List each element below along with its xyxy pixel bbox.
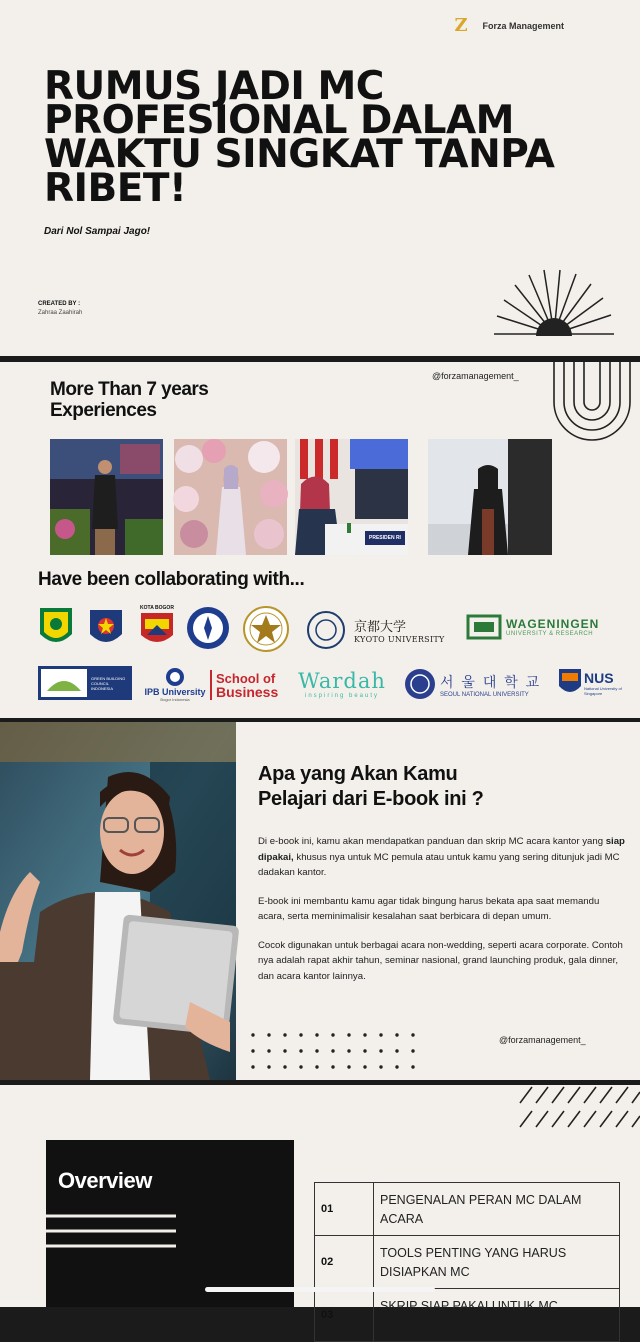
toc-row[interactable] xyxy=(315,1236,619,1289)
ipb-sub: Bogor Indonesia xyxy=(160,696,190,702)
kyoto-seal-icon xyxy=(306,610,346,650)
partner-logos-row-1 xyxy=(38,604,618,652)
kyoto-university-logo xyxy=(354,612,464,648)
nus-crest-icon xyxy=(558,668,582,698)
instagram-handle[interactable]: @forzamanagement_ xyxy=(432,371,519,381)
kota-bogor-label: KOTA BOGOR xyxy=(140,605,174,611)
sunburst-icon xyxy=(492,270,616,336)
partner-logos-row-2 xyxy=(38,664,628,704)
photo-flowers xyxy=(174,439,287,555)
nus-sub: National University of Singapore xyxy=(584,686,622,696)
photo-caption: PRESIDEN RI xyxy=(369,535,401,541)
arch-lines-icon xyxy=(550,362,640,442)
collaboration-heading: Have been collaborating with... xyxy=(38,569,305,590)
brand-name: Forza Management xyxy=(482,21,564,31)
wardah-logo xyxy=(290,664,394,704)
kabupaten-bogor-logo-icon xyxy=(38,606,74,650)
divider xyxy=(210,670,212,700)
kyoto-kanji: 京都大学 xyxy=(354,620,407,635)
paragraph-1 xyxy=(258,834,628,881)
toc-number: 03 xyxy=(315,1289,374,1341)
snu-name: 서 울 대 학 교 xyxy=(440,674,542,690)
wardah-sub: inspiring beauty xyxy=(304,693,380,699)
ipb-name: IPB University xyxy=(144,686,206,697)
toc-number: 02 xyxy=(315,1236,374,1288)
overview-slide xyxy=(0,1085,640,1321)
toc-row[interactable] xyxy=(315,1183,619,1236)
toc-row[interactable] xyxy=(315,1289,619,1342)
creator-name: Zahraa Zaahirah xyxy=(38,310,83,316)
wageningen-sub: UNIVERSITY & RESEARCH xyxy=(506,631,594,637)
wageningen-logo-icon xyxy=(466,612,502,642)
paragraph-1-text: Di e-book ini, kamu akan mendapatkan panduan dan skrip MC acara kantor yang xyxy=(258,836,606,847)
toc-number: 01 xyxy=(315,1183,374,1235)
brand xyxy=(454,16,564,36)
toc-title: PENGENALAN PERAN MC DALAM ACARA xyxy=(380,1193,582,1226)
snu-logo xyxy=(440,668,550,702)
paragraph-1-bold: siap dipakai, xyxy=(258,836,625,863)
kota-bogor-logo xyxy=(138,604,176,650)
diagonal-hatch-icon xyxy=(516,1085,640,1131)
created-by-label: CREATED BY : xyxy=(38,301,81,307)
gbc-logo xyxy=(38,666,132,700)
kyoto-en: KYOTO UNIVERSITY xyxy=(354,635,445,644)
snu-sub: SEOUL NATIONAL UNIVERSITY xyxy=(440,692,529,698)
experience-heading: More Than 7 years Experiences xyxy=(50,379,209,421)
presenter-photo xyxy=(0,722,236,1080)
section-body xyxy=(258,834,628,997)
photo-presiden-ri xyxy=(295,439,408,555)
gbc-label: GREEN BUILDING COUNCIL INDONESIA xyxy=(91,675,126,691)
ebook-subtitle: Dari Nol Sampai Jago! xyxy=(44,226,151,237)
forza-logo-icon: Z xyxy=(454,15,468,36)
gold-star-seal-icon xyxy=(243,606,289,652)
toc-title: TOOLS PENTING YANG HARUS DISIAPKAN MC xyxy=(380,1246,567,1279)
paragraph-1-text-end: khusus nya untuk MC pemula atau untuk kamu yang sering ditunjuk jadi MC dadakan kantor. xyxy=(258,851,620,878)
ebook-content-slide xyxy=(0,722,640,1080)
toc-title: SKRIP SIAP PAKAI UNTUK MC xyxy=(380,1299,558,1313)
sob-line-1: School of xyxy=(216,670,276,686)
paragraph-3: Cocok digunakan untuk berbagai acara non-wedding, seperti acara corporate. Contoh nya adalah rapat akhir tahun, seminar nasional, grand launching produk, gala dinner, dan acara kantor lainnya. xyxy=(258,939,623,982)
ebook-title: RUMUS JADI MC PROFESIONAL DALAM WAKTU SINGKAT TANPA RIBET! xyxy=(44,64,555,211)
wageningen-logo xyxy=(506,612,618,642)
snu-seal-icon xyxy=(404,668,436,700)
instagram-handle[interactable]: @forzamanagement_ xyxy=(499,1035,586,1045)
nus-logo xyxy=(584,668,628,698)
photo-stage xyxy=(50,439,163,555)
sob-line-2: Business xyxy=(216,683,279,700)
table-of-contents xyxy=(314,1182,620,1342)
paragraph-2: E-book ini membantu kamu agar tidak bingung harus bekata apa saat memandu acara, serta meminimalisir kesalahan saat berbicara di depan umum. xyxy=(258,895,600,922)
ipb-seal-icon xyxy=(186,606,230,650)
ipb-university-logo xyxy=(142,664,208,704)
cover-slide xyxy=(0,0,640,356)
school-of-business-logo xyxy=(216,668,282,702)
experience-slide xyxy=(0,362,640,718)
wageningen-name: WAGENINGEN xyxy=(506,617,600,631)
dot-grid-icon xyxy=(250,1032,430,1072)
army-logo-icon xyxy=(88,606,124,650)
section-title: Apa yang Akan Kamu Pelajari dari E-book ini ? xyxy=(258,763,484,810)
nus-name: NUS xyxy=(584,670,614,686)
overview-title: Overview xyxy=(58,1168,152,1193)
decorative-lines-icon xyxy=(0,1213,176,1253)
wardah-name: Wardah xyxy=(298,669,386,693)
photo-speaker xyxy=(428,439,552,555)
home-indicator[interactable] xyxy=(205,1287,435,1292)
experience-photos xyxy=(50,439,552,555)
